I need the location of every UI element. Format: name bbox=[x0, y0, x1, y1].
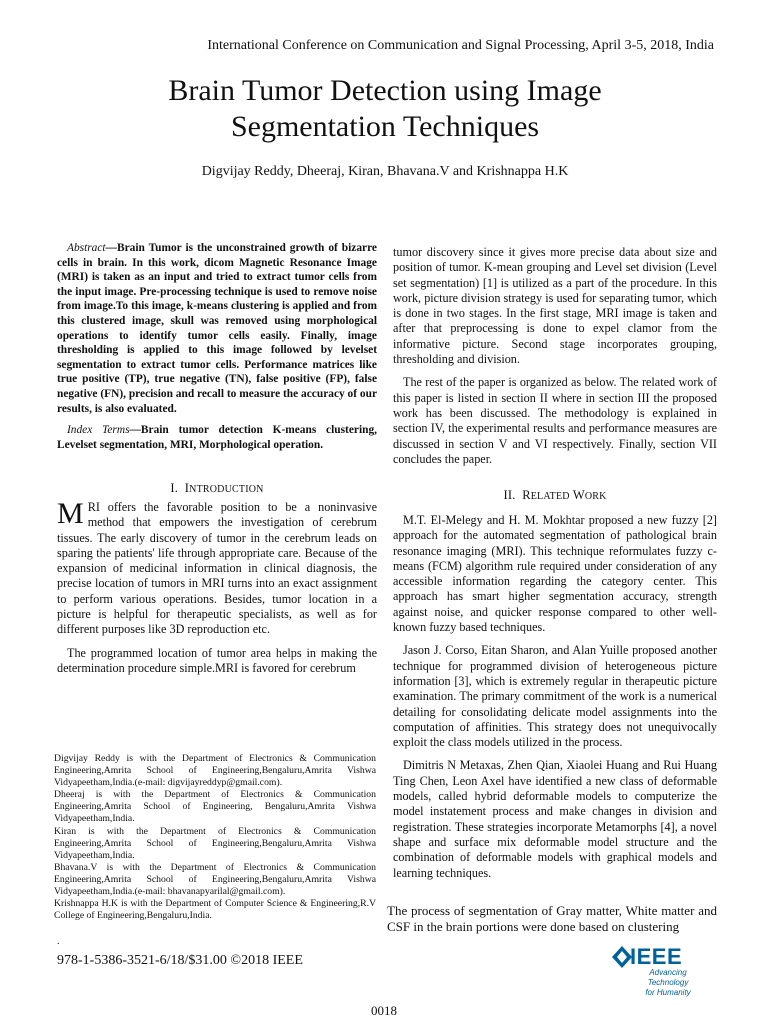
ieee-diamond-icon bbox=[612, 946, 632, 968]
abstract bbox=[57, 241, 377, 416]
ieee-wordmark: IEEE bbox=[630, 944, 683, 969]
footnote-3: Kiran is with the Department of Electronics & Communication Engineering,Amrita School of Engineering,Bengaluru,Amrita Vishwa Vidyapeetham,India. bbox=[54, 825, 376, 861]
ieee-tagline-2: for Humanity bbox=[645, 988, 691, 997]
footnote-1: Digvijay Reddy is with the Department of Electronics & Communication Engineering,Amrita School of Engineering,Bengaluru,Amrita Vishwa Vidyapeetham,India.(e-mail: digvijayreddyp@gmail.com). bbox=[54, 753, 376, 789]
footnote-5: Krishnappa H.K is with the Department of Computer Science & Engineering,R.V College of Engineering,Bengaluru,India. bbox=[54, 898, 376, 922]
related-paragraph-3: Dimitris N Metaxas, Zhen Qian, Xiaolei Huang and Rui Huang Ting Chen, Leon Axel have identified a new class of deformable models, called hybrid deformable models to computerize the model instatement process and make changes in division and registration. These strategies incorporate Metamorphs [4], a novel shape and surface mix deformable model structure and the combination of deformable models with graphical models and learning techniques. bbox=[393, 758, 717, 880]
related-work-body bbox=[393, 513, 717, 881]
related-paragraph-4 bbox=[387, 903, 717, 935]
index-terms-label: Index Terms bbox=[67, 424, 130, 436]
ieee-logo bbox=[612, 944, 722, 997]
ieee-tagline-1: Advancing Technology bbox=[647, 968, 689, 987]
section-title-initial: W bbox=[572, 488, 585, 502]
author-list: Digvijay Reddy, Dheeraj, Kiran, Bhavana.V and Krishnappa H.K bbox=[201, 164, 569, 179]
right-paragraph-2: The rest of the paper is organized as below. The related work of this paper is listed in section II where in section III the proposed work has been discussed. The methodology is explained in section IV, the experimental results and performance measures are discussed in section V and VI respectively. Finally, section VII concludes the paper. bbox=[393, 375, 717, 466]
section-numeral: II. bbox=[503, 488, 516, 502]
ieee-tagline bbox=[636, 968, 700, 998]
section-title-initial: R bbox=[522, 488, 531, 502]
section-numeral: I. bbox=[170, 481, 179, 495]
footnote-2: Dheeraj is with the Department of Electronics & Communication Engineering,Amrita School of Engineering, Bengaluru,Amrita Vishwa Vidyapeetham,India. bbox=[54, 789, 376, 825]
right-column-intro bbox=[393, 245, 717, 467]
index-terms bbox=[57, 423, 377, 452]
related-paragraph-1: M.T. El-Melegy and H. M. Mokhtar proposed a new fuzzy [2] approach for the automated segmentation of pathological brain resonance imaging (MRI). This technique reformulates fuzzy c-means (FCM) algorithm rule required under consideration of any accessible information regarding the category center. This approach has smart higher segmentation accuracy, strength against noise, and quicker response compared to other well-known fuzzy based techniques. bbox=[393, 513, 717, 635]
title-line-2: Segmentation Techniques bbox=[230, 110, 540, 143]
footnote-dot: . bbox=[57, 936, 60, 947]
index-terms-text: —Brain tumor detection K-means clustering, Levelset segmentation, MRI, Morphological operation. bbox=[57, 424, 377, 451]
paper-title bbox=[60, 73, 710, 145]
page-number: 0018 bbox=[371, 1003, 397, 1018]
copyright-line: 978-1-5386-3521-6/18/$31.00 ©2018 IEEE bbox=[57, 953, 303, 968]
title-line-1: Brain Tumor Detection using Image bbox=[168, 74, 602, 107]
intro-paragraph-1: RI offers the favorable position to be a noninvasive method that empowers the investigation of cerebrum tissues. The early discovery of tumor in the cerebrum leads on sparing the patients' life through appropriate care. Because of the expansion of medicinal information in clinical diagnosis, the precise location of tumors in MRI turns into an exact assignment to perform various operations. Besides, tumor location in a picture is helpful for therapeutic specialists, as well as for different purposes like 3D reproduction etc. bbox=[57, 500, 377, 637]
section-title-initial: I bbox=[184, 481, 190, 495]
related-paragraph-2: Jason J. Corso, Eitan Sharon, and Alan Yuille proposed another technique for programmed division of heterogeneous picture information [3], which is extremely regular in therapeutic picture examination. The primary commitment of the work is a numerical detailing for consolidating delicate model assignments into the computation of affinities. This strategy does not unequivocally exploit the class models utilized in the process. bbox=[393, 643, 717, 750]
drop-cap: M bbox=[57, 497, 84, 530]
conference-header: International Conference on Communication and Signal Processing, April 3-5, 2018, India bbox=[207, 38, 714, 53]
section-heading-introduction bbox=[57, 481, 377, 497]
section-title-rest: NTRODUCTION bbox=[189, 484, 264, 495]
author-footnotes bbox=[54, 753, 376, 922]
right-paragraph-1: tumor discovery since it gives more precise data about size and position of tumor. K-mean grouping and Level set division (Level set segmentation) [1] is utilized as a part of the procedure. In this work, picture division strategy is used for separating tumor, which is done in two stages. In the first stage, MRI image is taken and after that preprocessing is done to expel clamor from the informative picture. Second stage incorporates grouping, thresholding and division. bbox=[393, 245, 717, 367]
introduction-body bbox=[57, 497, 377, 676]
intro-paragraph-2: The programmed location of tumor area helps in making the determination procedure simple.MRI is favored for cerebrum bbox=[57, 645, 377, 675]
footnote-4: Bhavana.V is with the Department of Electronics & Communication Engineering,Amrita School of Engineering,Bengaluru,Amrita Vishwa Vidyapeetham,India.(e-mail: bhavanapyarilal@gmail.com). bbox=[54, 861, 376, 898]
section-title-rest: ELATED bbox=[530, 491, 570, 502]
section-title-rest: ORK bbox=[584, 491, 607, 502]
section-heading-related-work bbox=[393, 488, 717, 504]
abstract-label: Abstract bbox=[67, 242, 106, 254]
abstract-text: —Brain Tumor is the unconstrained growth of bizarre cells in brain. In this work, dicom Magnetic Resonance Image (MRI) is taken as an input and tried to extract tumor cells from the input image. Pre-processing technique is used to remove noise from image.To this image, k-means clustering is applied and from this clustered image, skull was removed using morphological operations to identify tumor cells easily. Finally, image thresholding is applied to this image followed by levelset segmentation to extract tumor cells. Performance matrices like true positive (TP), true negative (TN), false positive (FP), false negative (FN), precision and recall to measure the accuracy of our results, is also evaluated. bbox=[57, 242, 377, 415]
related-paragraph-4-text: The process of segmentation of Gray matter, White matter and CSF in the brain portions were done based on clustering bbox=[387, 903, 717, 934]
